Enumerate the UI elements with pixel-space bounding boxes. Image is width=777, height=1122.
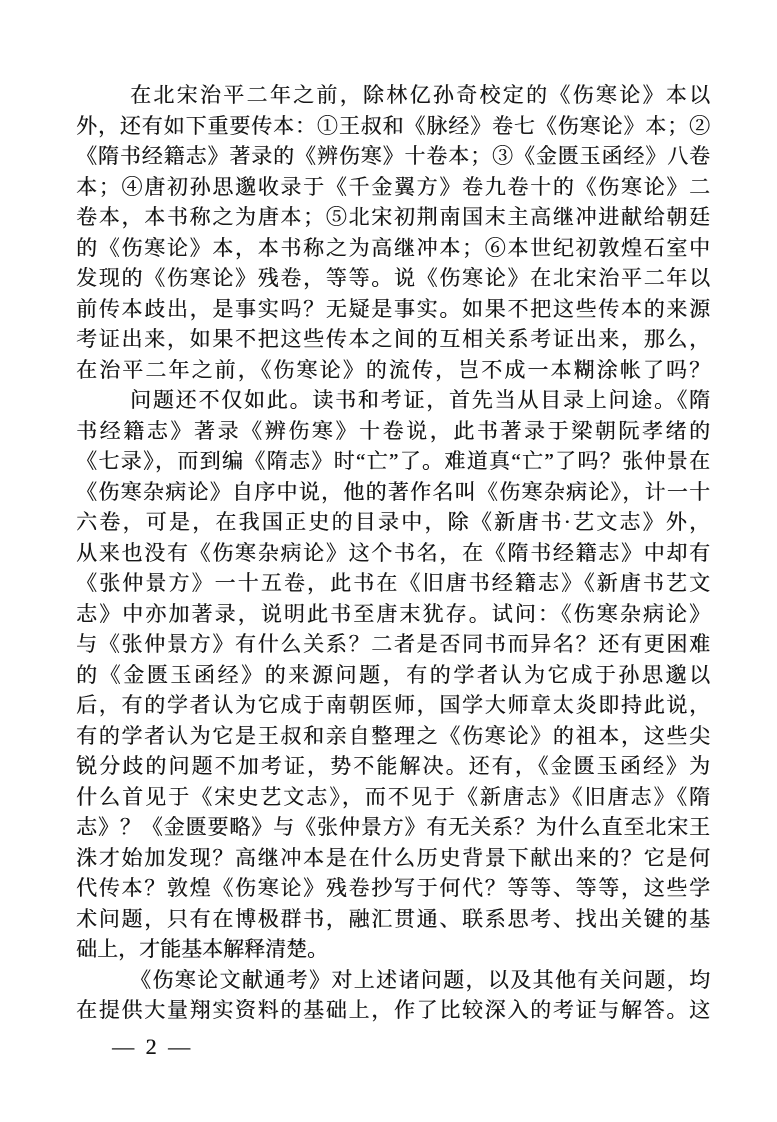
- text-line: 卷本，本书称之为唐本；⑤北宋初荆南国末主高继冲进献给朝廷: [76, 205, 710, 229]
- text-line: 代传本？敦煌《伤寒论》残卷抄写于何代？等等、等等，这些学: [76, 876, 710, 900]
- text-line: 志》中亦加著录，说明此书至唐末犹存。试问：《伤寒杂病论》: [76, 601, 710, 626]
- text-line: 从来也没有《伤寒杂病论》这个书名，在《隋书经籍志》中却有: [76, 540, 710, 565]
- text-line: 的《伤寒论》本，本书称之为高继冲本；⑥本世纪初敦煌石室中: [76, 235, 710, 260]
- text-line: 在治平二年之前，《伤寒论》的流传，岂不成一本糊涂帐了吗？: [76, 357, 710, 382]
- text-line: 与《张仲景方》有什么关系？二者是否同书而异名？还有更困难: [76, 632, 710, 656]
- text-line: 本；④唐初孙思邈收录于《千金翼方》卷九卷十的《伤寒论》二: [76, 174, 710, 199]
- text-line: 前传本歧出，是事实吗？无疑是事实。如果不把这些传本的来源: [76, 296, 710, 321]
- text-line: 术问题，只有在博极群书，融汇贯通、联系思考、找出关键的基: [76, 906, 710, 931]
- text-line: 书经籍志》著录《辨伤寒》十卷说，此书著录于梁朝阮孝绪的: [76, 418, 710, 443]
- text-line: 志》？《金匮要略》与《张仲景方》有无关系？为什么直至北宋王: [76, 815, 710, 839]
- page-text: [76, 80, 710, 1026]
- text-line: 洙才始加发现？高继冲本是在什么历史背景下献出来的？它是何: [76, 845, 710, 870]
- text-line: 考证出来，如果不把这些传本之间的互相关系考证出来，那么，: [76, 327, 710, 351]
- text-line: 《隋书经籍志》著录的《辨伤寒》十卷本；③《金匮玉函经》八卷: [76, 144, 710, 168]
- text-line: 有的学者认为它是王叔和亲自整理之《伤寒论》的祖本，这些尖: [76, 723, 710, 748]
- text-line: 外，还有如下重要传本：①王叔和《脉经》卷七《伤寒论》本；②: [76, 113, 710, 138]
- text-line: 后，有的学者认为它成于南朝医师，国学大师章太炎即持此说，: [76, 693, 710, 717]
- text-line: 锐分歧的问题不加考证，势不能解决。还有，《金匮玉函经》为: [76, 754, 710, 778]
- text-line: 《伤寒杂病论》自序中说，他的著作名叫《伤寒杂病论》，计一十: [76, 479, 710, 504]
- text-line: 《七录》，而到编《隋志》时“亡”了。难道真“亡”了吗？张仲景在: [76, 449, 710, 473]
- text-line: 在北宋治平二年之前，除林亿孙奇校定的《伤寒论》本以: [130, 83, 710, 107]
- text-line: 什么首见于《宋史艺文志》，而不见于《新唐志》《旧唐志》《隋: [76, 784, 710, 809]
- text-line: 《伤寒论文献通考》对上述诸问题，以及其他有关问题，均: [130, 967, 710, 992]
- text-line: 六卷，可是，在我国正史的目录中，除《新唐书·艺文志》外，: [76, 510, 710, 534]
- text-line: 在提供大量翔实资料的基础上，作了比较深入的考证与解答。这: [76, 998, 710, 1022]
- text-line: 《张仲景方》一十五卷，此书在《旧唐书经籍志》《新唐书艺文: [76, 571, 710, 595]
- text-line: 问题还不仅如此。读书和考证，首先当从目录上问途。《隋: [130, 388, 710, 412]
- text-line: 础上，才能基本解释清楚。: [76, 937, 328, 961]
- text-line: 发现的《伤寒论》残卷，等等。说《伤寒论》在北宋治平二年以: [76, 266, 710, 290]
- page-number: — 2 —: [112, 1034, 193, 1059]
- text-line: 的《金匮玉函经》的来源问题，有的学者认为它成于孙思邈以: [76, 662, 710, 687]
